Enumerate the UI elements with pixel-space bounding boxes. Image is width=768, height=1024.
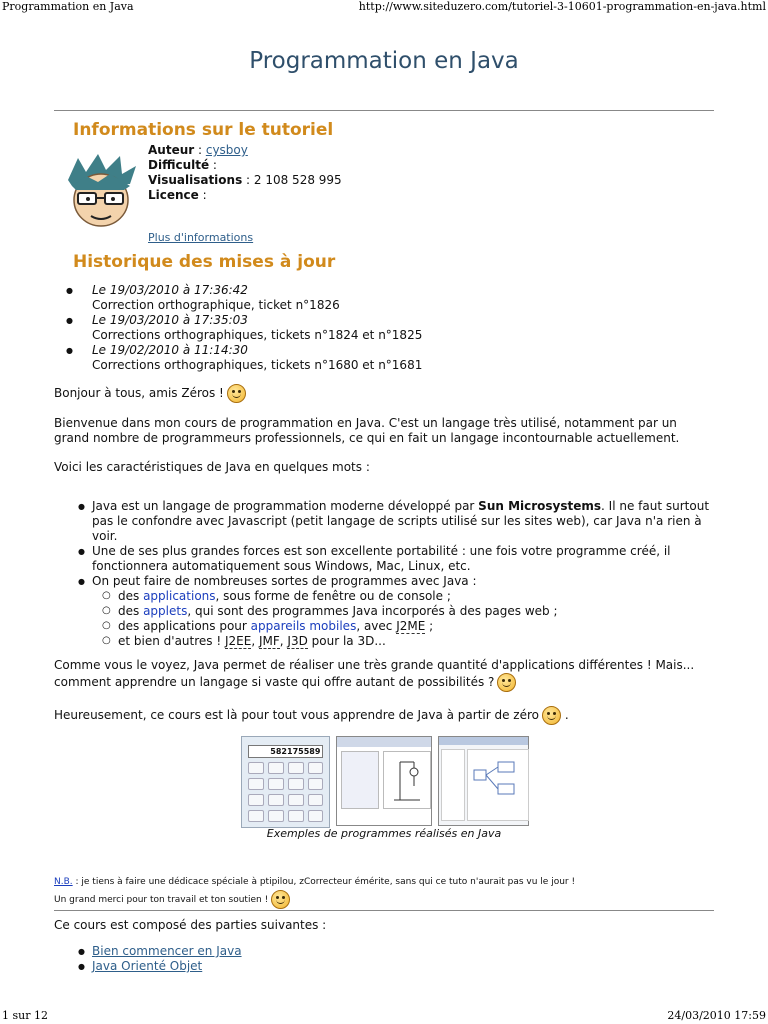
calculator-screenshot	[241, 736, 330, 828]
toc-item	[92, 944, 242, 959]
many-apps-paragraph: Comme vous le voyez, Java permet de réaliser une très grande quantité d'applications différentes ! Mais... comment apprendre un langage si vaste qui offre autant de possibilités ?	[54, 658, 714, 692]
program-type-item: ○ des applications, sous forme de fenêtre ou de console ;	[118, 589, 712, 604]
table-of-contents	[60, 944, 242, 974]
program-types-list	[92, 589, 712, 649]
history-item: ● Le 19/03/2010 à 17:35:03 Corrections orthographiques, tickets n°1824 et n°1825	[80, 313, 422, 343]
smiley-icon	[227, 384, 246, 403]
divider	[54, 910, 714, 911]
views-value: 2 108 528 995	[253, 173, 342, 187]
author-avatar	[58, 150, 144, 236]
hangman-screenshot	[336, 736, 431, 826]
features-list	[60, 499, 712, 649]
program-type-item: ○ et bien d'autres ! J2EE, JMF, J3D pour la 3D...	[118, 634, 712, 649]
program-type-item: ○ des applets, qui sont des programmes Java incorporés à des pages web ;	[118, 604, 712, 619]
divider	[54, 110, 714, 111]
smiley-icon	[271, 890, 290, 909]
info-heading: Informations sur le tutoriel	[73, 120, 334, 140]
more-info-link[interactable]: Plus d'informations	[148, 231, 254, 244]
toc-item	[92, 959, 242, 974]
smiley-icon	[542, 706, 561, 725]
history-item: ● Le 19/02/2010 à 11:14:30 Corrections orthographiques, tickets n°1680 et n°1681	[80, 343, 422, 373]
feature-item: ● Java est un langage de programmation moderne développé par Sun Microsystems. Il ne faut surtout pas le confondre avec Javascript (petit langage de scripts utilisé sur les sites web), car Java n'a rien à voir.	[92, 499, 712, 544]
author-link[interactable]: cysboy	[205, 143, 248, 157]
calculator-display: 582175589	[248, 745, 323, 758]
mobile-devices-link[interactable]: appareils mobiles	[250, 619, 357, 633]
history-heading: Historique des mises à jour	[73, 252, 336, 272]
print-footer	[0, 1009, 768, 1022]
applications-link[interactable]: applications	[143, 589, 216, 603]
print-header-url: http://www.siteduzero.com/tutoriel-3-10601-programmation-en-java.html	[358, 0, 766, 13]
license-row: Licence :	[148, 188, 207, 202]
ide-screenshot	[438, 736, 529, 826]
j2ee-abbr[interactable]: J2EE	[224, 634, 252, 648]
print-header-title: Programmation en Java	[2, 0, 134, 13]
feature-item: ● On peut faire de nombreuses sortes de programmes avec Java : ○ des applications, sous forme de fenêtre ou de console ; ○ des applets, qui sont des programmes Java incorporés à des pages web ; ○ des applications pour appareils mobiles, avec J2ME ; ○ et bien d'autres ! J2EE, JMF, J3D pour la 3D...	[92, 574, 712, 649]
info-fields	[148, 143, 342, 203]
fortunately-paragraph: Heureusement, ce cours est là pour tout vous apprendre de Java à partir de zéro .	[54, 706, 714, 725]
more-info	[148, 231, 253, 244]
screenshots	[241, 736, 529, 826]
characteristics-intro: Voici les caractéristiques de Java en quelques mots :	[54, 460, 370, 474]
dedication-note: N.B. : je tiens à faire une dédicace spéciale à ptipilou, zCorrecteur émérite, sans qui ce tuto n'aurait pas vu le jour ! Un grand merci pour ton travail et ton soutien !	[54, 874, 575, 909]
print-header	[0, 0, 768, 13]
toc-link-java-oriente-objet[interactable]: Java Orienté Objet	[92, 959, 203, 973]
page-title: Programmation en Java	[249, 48, 519, 74]
views-row: Visualisations : 2 108 528 995	[148, 173, 342, 187]
parts-intro: Ce cours est composé des parties suivantes :	[54, 918, 327, 932]
j3d-abbr[interactable]: J3D	[287, 634, 308, 648]
greeting: Bonjour à tous, amis Zéros !	[54, 384, 714, 403]
difficulty-row: Difficulté :	[148, 158, 217, 172]
j2me-abbr[interactable]: J2ME	[396, 619, 426, 633]
program-type-item: ○ des applications pour appareils mobiles, avec J2ME ;	[118, 619, 712, 634]
screenshots-caption: Exemples de programmes réalisés en Java	[266, 827, 502, 840]
smiley-icon	[497, 673, 516, 692]
welcome-paragraph: Bienvenue dans mon cours de programmation en Java. C'est un langage très utilisé, notamment par un grand nombre de programmeurs professionnels, ce qui en fait un langage incontournable actuellement.	[54, 416, 680, 445]
page-counter: 1 sur 12	[2, 1009, 48, 1022]
history-list	[60, 283, 422, 373]
author-row: Auteur : cysboy	[148, 143, 248, 157]
history-item: ● Le 19/03/2010 à 17:36:42 Correction orthographique, ticket n°1826	[80, 283, 422, 313]
toc-link-bien-commencer[interactable]: Bien commencer en Java	[92, 944, 242, 958]
jmf-abbr[interactable]: JMF	[258, 634, 280, 648]
nb-label: N.B.	[54, 877, 73, 887]
applets-link[interactable]: applets	[143, 604, 188, 618]
print-timestamp: 24/03/2010 17:59	[667, 1009, 766, 1022]
feature-item: ● Une de ses plus grandes forces est son excellente portabilité : une fois votre programme créé, il fonctionnera automatiquement sous Windows, Mac, Linux, etc.	[92, 544, 712, 574]
